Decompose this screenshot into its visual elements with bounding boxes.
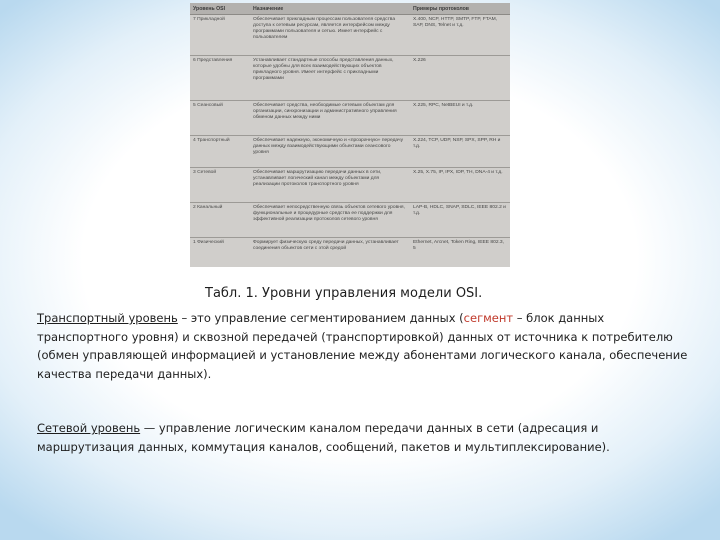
header-purpose: Назначение	[250, 3, 410, 15]
network-layer-link[interactable]: Сетевой уровень	[37, 421, 141, 435]
osi-table	[190, 3, 510, 262]
row-level: 4 Транспортный	[190, 136, 250, 168]
header-level: Уровень OSI	[190, 3, 250, 15]
table-row	[190, 238, 510, 263]
row-level: 6 Представления	[190, 56, 250, 101]
row-purpose: Обеспечивает прикладным процессам пользователя средства доступа к сетевым ресурсам, является интерфейсом между программами пользователя и сетью. Имеет интерфейс с пользователем	[250, 15, 410, 56]
row-level: 3 Сетевой	[190, 168, 250, 203]
row-purpose: Обеспечивает маршрутизацию передачи данных в сети, устанавливает логический канал между объектами для реализации протоколов транспортного уровня	[250, 168, 410, 203]
row-level: 2 Канальный	[190, 203, 250, 238]
transport-layer-text-2: – блок данных транспортного уровня) и сквозной передачей (транспортировкой) данных от источника к потребителю (обмен управляющей информацией и установление между абонентами логического канала, обеспечение качества передачи данных).	[37, 311, 688, 381]
network-layer-paragraph	[37, 419, 697, 456]
row-level: 5 Сеансовый	[190, 101, 250, 136]
segment-highlight: сегмент	[463, 311, 514, 325]
table-row	[190, 168, 510, 203]
osi-table-image	[190, 3, 510, 267]
row-protocols: Ethernet, Arcnet, Token Ring, IEEE 802.3, 5	[413, 240, 504, 252]
table-row	[190, 203, 510, 238]
table-header-row	[190, 3, 510, 15]
row-protocols: LAP-B, HDLC, SNAP, SDLC, IEEE 802.2 и т.д.	[410, 203, 510, 238]
table-row	[190, 56, 510, 101]
row-level: 7 Прикладной	[190, 15, 250, 56]
header-protocols: Примеры протоколов	[410, 3, 510, 15]
transport-layer-text-1: – это управление сегментированием данных (	[177, 311, 464, 325]
row-purpose: Обеспечивает средства, необходимые сетевым объектам для организации, синхронизации и административного управления обменом данных между ними	[250, 101, 410, 136]
table-row	[190, 136, 510, 168]
row-purpose: Формирует физическую среду передачи данных, устанавливает соединения объектов сети с этой средой	[253, 240, 399, 252]
network-layer-text: — управление логическим каналом передачи данных в сети (адресация и маршрутизация данных, коммутация каналов, сообщений, пакетов и мультиплексирование).	[37, 421, 610, 454]
transport-layer-paragraph	[37, 309, 697, 383]
row-level: 1 Физический	[193, 240, 224, 245]
row-purpose: Устанавливает стандартные способы представления данных, которые удобны для всех взаимодействующих объектов прикладного уровня. Имеет интерфейс с прикладными программами	[250, 56, 410, 101]
row-purpose: Обеспечивает надежную, экономичную и «прозрачную» передачу данных между взаимодействующими объектами сеансового уровня	[250, 136, 410, 168]
transport-layer-link[interactable]: Транспортный уровень	[37, 311, 178, 325]
row-protocols: X.25, X.75, IP, IPX, IDP, TH, DNA-4 и т.д.	[410, 168, 510, 203]
row-purpose: Обеспечивает непосредственную связь объектов сетевого уровня, функциональные и процедурные средства ее поддержки для эффективной реализации протоколов сетевого уровня	[250, 203, 410, 238]
row-protocols: X.226	[410, 56, 510, 101]
table-row	[190, 101, 510, 136]
row-protocols: X.225, RPC, NetBEUI и т.д.	[410, 101, 510, 136]
row-protocols: X.400, NCP, HTTP, SMTP, FTP, FTAM, SAP, DNS, Telnet и т.д.	[410, 15, 510, 56]
row-protocols: X.224, TCP, UDP, NSP, SPX, SPP, RH и т.д.	[410, 136, 510, 168]
table-row	[190, 15, 510, 56]
table-caption: Табл. 1. Уровни управления модели OSI.	[205, 286, 483, 301]
